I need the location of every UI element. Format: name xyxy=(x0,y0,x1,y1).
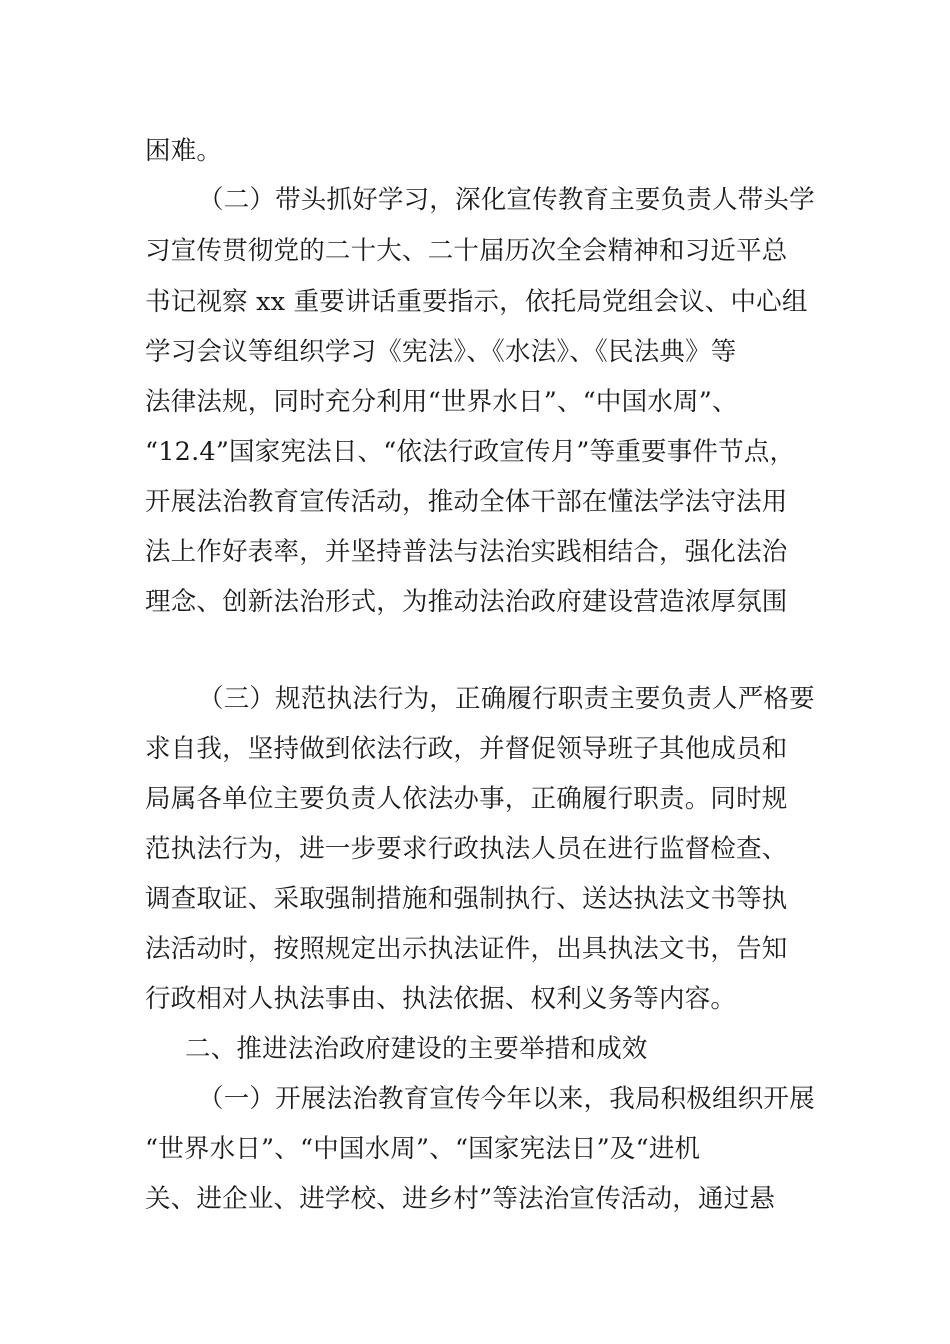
paragraph-line: 法律法规，同时充分利用“世界水日”、“中国水周”、 xyxy=(145,387,738,417)
paragraph-line: “世界水日”、“中国水周”、“国家宪法日”及“进机 xyxy=(145,1134,701,1164)
paragraph-line: 局属各单位主要负责人依法办事，正确履行职责。同时规 xyxy=(145,784,788,814)
paragraph-line: （二）带头抓好学习，深化宣传教育主要负责人带头学 xyxy=(198,185,815,215)
paragraph-line: 范执法行为，进一步要求行政执法人员在进行监督检查、 xyxy=(145,834,788,864)
paragraph-line: 理念、创新法治形式，为推动法治政府建设营造浓厚氛围 xyxy=(145,587,788,617)
paragraph-line: 法上作好表率，并坚持普法与法治实践相结合，强化法治 xyxy=(145,537,788,567)
paragraph-line: 开展法治教育宣传活动，推动全体干部在懂法学法守法用 xyxy=(145,487,788,517)
section-heading: 二、推进法治政府建设的主要举措和成效 xyxy=(185,1034,648,1064)
paragraph-line: 困难。 xyxy=(145,136,223,166)
paragraph-line: 学习会议等组织学习《宪法》、《水法》、《民法典》等 xyxy=(145,337,737,367)
paragraph-line: 关、进企业、进学校、进乡村”等法治宣传活动，通过悬 xyxy=(145,1184,776,1214)
paragraph-line: 调查取证、采取强制措施和强制执行、送达执法文书等执 xyxy=(145,884,788,914)
paragraph-line: 书记视察 xx 重要讲话重要指示，依托局党组会议、中心组 xyxy=(145,287,808,317)
paragraph-line: “12.4”国家宪法日、“依法行政宣传月”等重要事件节点， xyxy=(145,437,796,467)
paragraph-line: （一）开展法治教育宣传今年以来，我局积极组织开展 xyxy=(198,1084,815,1114)
paragraph-line: 法活动时，按照规定出示执法证件，出具执法文书，告知 xyxy=(145,934,788,964)
paragraph-line: 求自我，坚持做到依法行政，并督促领导班子其他成员和 xyxy=(145,734,788,764)
paragraph-line: 行政相对人执法事由、执法依据、权利义务等内容。 xyxy=(145,984,737,1014)
paragraph-line: 习宣传贯彻党的二十大、二十届历次全会精神和习近平总 xyxy=(145,236,788,266)
paragraph-line: （三）规范执法行为，正确履行职责主要负责人严格要 xyxy=(198,684,815,714)
